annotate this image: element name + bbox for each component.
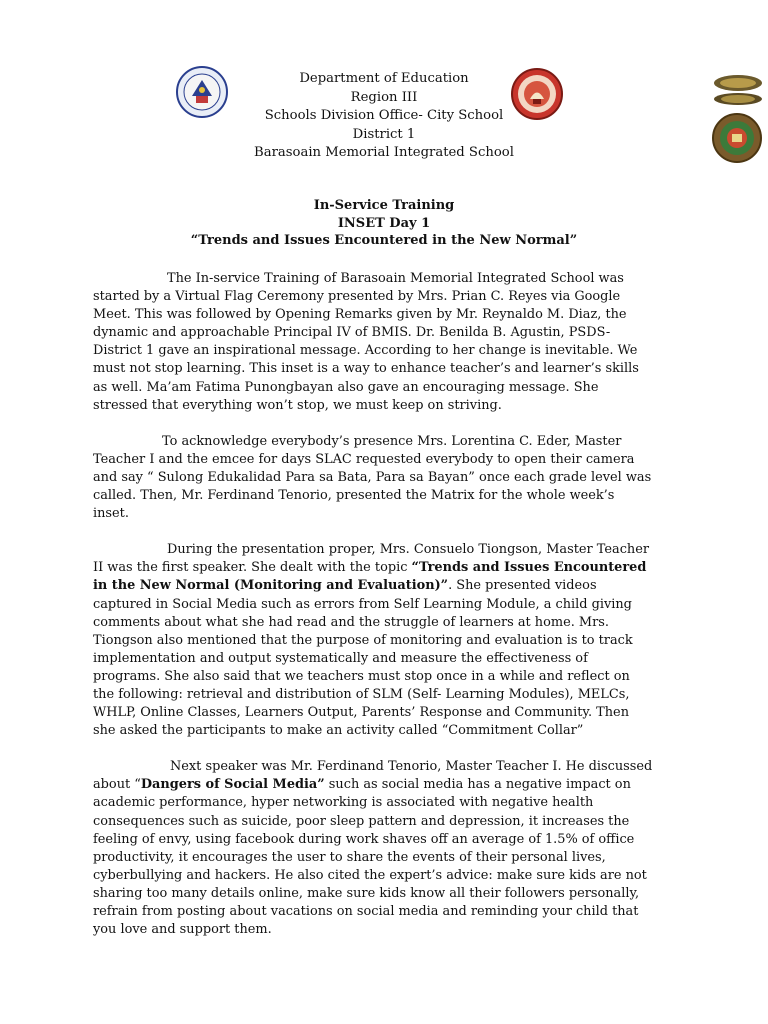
paragraph-4-text-a: Next speaker was Mr. Ferdinand Tenorio, Master Teacher I. He discussed about “: [93, 759, 653, 793]
title-day: INSET Day 1: [337, 215, 431, 231]
header-department: Department of Education: [299, 71, 469, 86]
paragraph-1-text: The In-service Training of Barasoain Memorial Integrated School was started by a Virtual Flag Ceremony presented by Mrs. Prian C. Reyes via Google Meet. This was followed by Opening Remarks given by Mr. Reynaldo M. Diaz, the dynamic and approachable Principal IV of BMIS. Dr. Benilda B. Agustin, PSDS- District 1 gave an inspirational message. According to her change is inevitable. We must not stop learning. This inset is a way to enhance teacher’s and learner’s skills as well. Ma’am Fatima Punongbayan also gave an encouraging message. She stressed that everything won’t stop, we must keep on striving.: [93, 271, 639, 413]
header-region: Region III: [350, 89, 418, 105]
side-logo-icon: [713, 74, 763, 92]
title-topic: “Trends and Issues Encountered in the New Normal”: [190, 233, 578, 248]
paragraph-2-text: To acknowledge everybody’s presence Mrs. Lorentina C. Eder, Master Teacher I and the emcee for days SLAC requested everybody to open their camera and say “ Sulong Edukalidad Para sa Bata, Para sa Bayan” once each grade level was called. Then, Mr. Ferdinand Tenorio, presented the Matrix for the whole week’s inset.: [93, 433, 652, 522]
side-logo-icon: [712, 113, 762, 163]
paragraph-4-text-b: such as social media has a negative impact on academic performance, hyper networking is associated with negative health consequences such as suicide, poor sleep pattern and depression, it increases the feeling of envy, using facebook during work shaves off an average of 1.5% of office productivity, it encourages the user to share the events of their personal lives, cyberbullying and hackers. He also cited the expert’s advice: make sure kids are not sharing too many details online, make sure kids know all their followers personally, refrain from posting about vacations on social media and reminding your child that you love and support them.: [93, 777, 647, 938]
paragraph-4-topic: Dangers of Social Media”: [140, 777, 325, 793]
document-body: [93, 270, 653, 957]
letterhead: [200, 70, 568, 163]
paragraph-3-topic: “Trends and Issues Encountered in the New Normal (Monitoring and Evaluation)”: [93, 560, 647, 594]
side-logo-icon: [713, 92, 763, 106]
paragraph-4: [93, 758, 653, 939]
paragraph-1: [93, 270, 653, 415]
header-division: Schools Division Office- City School: [264, 108, 504, 124]
paragraph-3-text-a: During the presentation proper, Mrs. Consuelo Tiongson, Master Teacher II was the first speaker. She dealt with the topic: [93, 542, 650, 576]
title-training: In-Service Training: [313, 198, 455, 213]
header-district: District 1: [352, 126, 416, 142]
paragraph-3: [93, 541, 653, 740]
paragraph-3-text-b: . She presented videos captured in Social Media such as errors from Self Learning Module, a child giving comments about what she had read and the struggle of learners at home. Mrs. Tiongson also mentioned that the purpose of monitoring and evaluation is to track implementation and output systematically and measure the effectiveness of programs. She also said that we teachers must stop once in a while and reflect on the following: retrieval and distribution of SLM (Self- Learning Modules), MELCs, WHLP, Online Classes, Learners Output, Parents’ Response and Community. Then she asked the participants to make an activity called “Commitment Collar”: [93, 578, 633, 739]
document-title: [120, 197, 648, 250]
paragraph-2: [93, 433, 653, 523]
header-school: Barasoain Memorial Integrated School: [254, 145, 514, 161]
